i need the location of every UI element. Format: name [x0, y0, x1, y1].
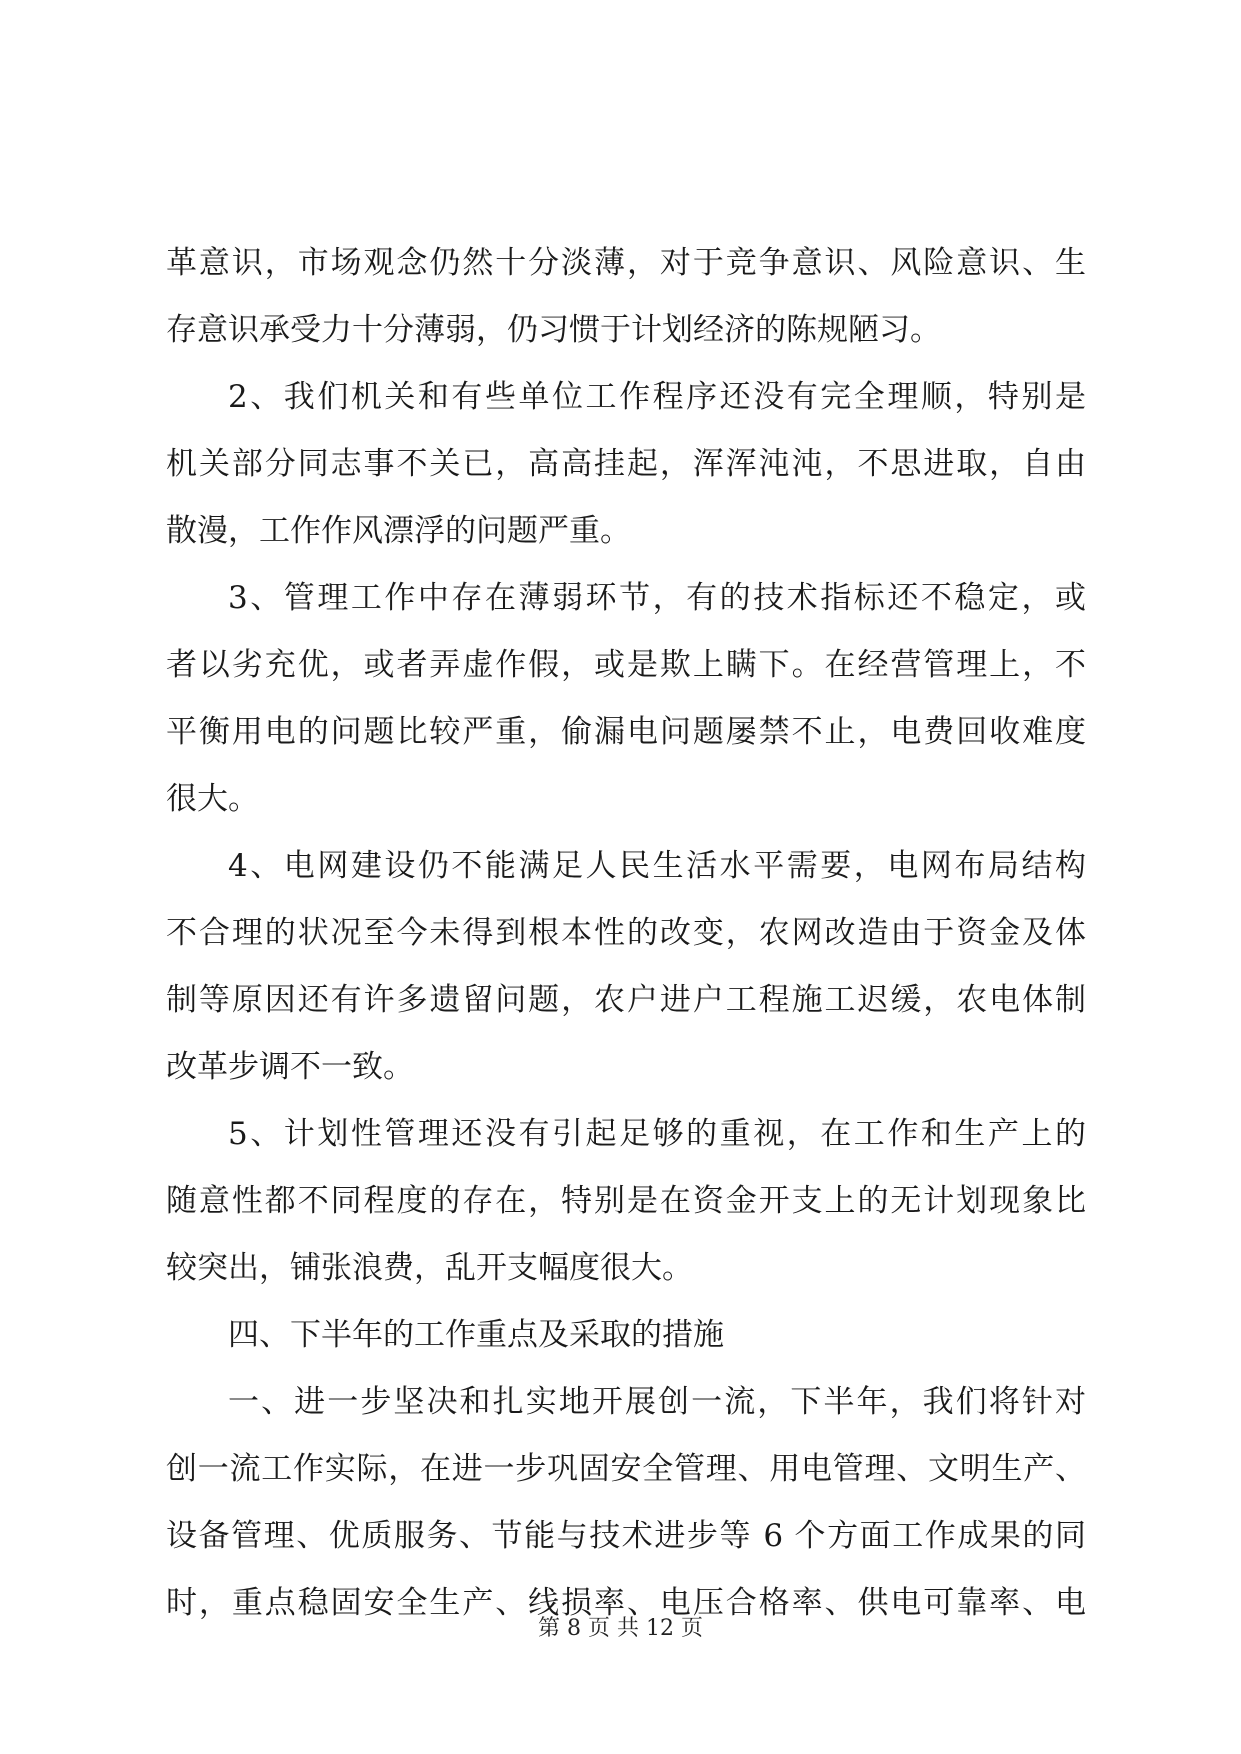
- text-line: 创一流工作实际，在进一步巩固安全管理、用电管理、文明生产、: [166, 1451, 1086, 1487]
- text-line: 一、进一步坚决和扎实地开展创一流，下半年，我们将针对: [228, 1384, 1086, 1420]
- text-line: 革意识，市场观念仍然十分淡薄，对于竞争意识、风险意识、生: [166, 245, 1086, 281]
- text-line: 随意性都不同程度的存在，特别是在资金开支上的无计划现象比: [166, 1183, 1086, 1219]
- text-line: 3、管理工作中存在薄弱环节，有的技术指标还不稳定，或: [228, 580, 1086, 616]
- text-line: 2、我们机关和有些单位工作程序还没有完全理顺，特别是: [228, 379, 1086, 415]
- text-line: 4、电网建设仍不能满足人民生活水平需要，电网布局结构: [228, 848, 1086, 884]
- text-line: 时，重点稳固安全生产、线损率、电压合格率、供电可靠率、电: [166, 1585, 1086, 1621]
- text-line: 5、计划性管理还没有引起足够的重视，在工作和生产上的: [228, 1116, 1086, 1152]
- text-line: 很大。: [166, 781, 259, 817]
- text-line: 不合理的状况至今未得到根本性的改变，农网改造由于资金及体: [166, 915, 1086, 951]
- text-line: 制等原因还有许多遗留问题，农户进户工程施工迟缓，农电体制: [166, 982, 1086, 1018]
- text-line: 机关部分同志事不关已，高高挂起，浑浑沌沌，不思进取，自由: [166, 446, 1086, 482]
- page-number-footer: 第 8 页 共 12 页: [538, 1616, 703, 1641]
- text-line: 者以劣充优，或者弄虚作假，或是欺上瞒下。在经营管理上，不: [166, 647, 1086, 683]
- body-text: [166, 230, 1086, 1637]
- text-line: 改革步调不一致。: [166, 1049, 414, 1085]
- text-line: 设备管理、优质服务、节能与技术进步等 6 个方面工作成果的同: [166, 1518, 1086, 1554]
- text-line: 散漫，工作作风漂浮的问题严重。: [166, 513, 631, 549]
- section-heading: 四、下半年的工作重点及采取的措施: [228, 1317, 724, 1353]
- text-line: 存意识承受力十分薄弱，仍习惯于计划经济的陈规陋习。: [166, 312, 941, 348]
- text-line: 较突出，铺张浪费，乱开支幅度很大。: [166, 1250, 693, 1286]
- text-line: 平衡用电的问题比较严重，偷漏电问题屡禁不止，电费回收难度: [166, 714, 1086, 750]
